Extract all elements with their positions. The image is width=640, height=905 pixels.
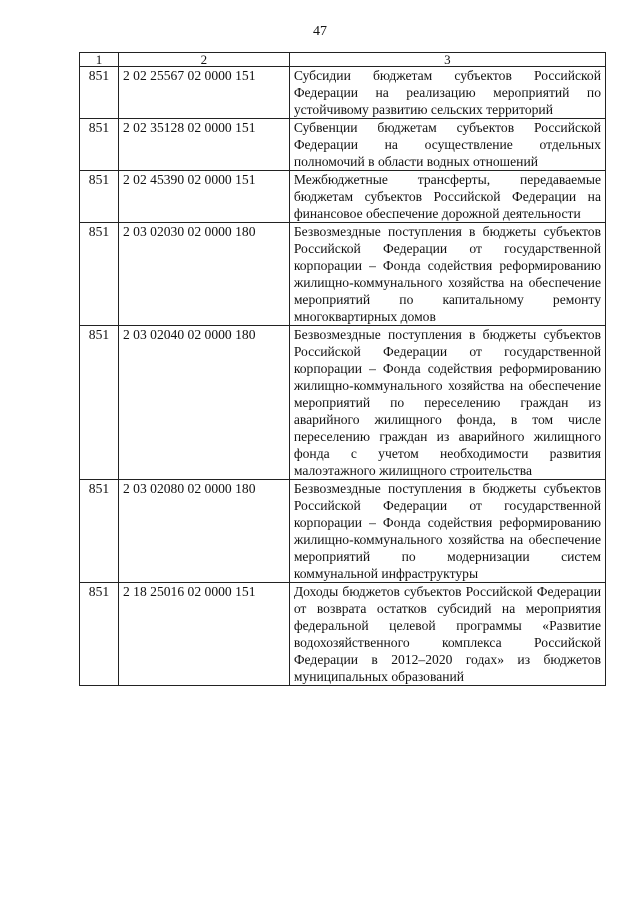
revenue-code-cell: 2 03 02080 02 0000 180	[118, 480, 289, 583]
description-cell: Субсидии бюджетам субъектов Российской Федерации на реализацию мероприятий по устойчивому развитию сельских территорий	[289, 67, 605, 119]
column-header-2: 2	[118, 53, 289, 67]
admin-code-cell: 851	[80, 67, 119, 119]
table-row	[80, 480, 606, 583]
revenue-code-cell: 2 02 35128 02 0000 151	[118, 119, 289, 171]
description-cell: Безвозмездные поступления в бюджеты субъектов Российской Федерации от государственной корпорации – Фонда содействия реформированию жилищно-коммунального хозяйства на обеспечение мероприятий по модернизации систем коммунальной инфраструктуры	[289, 480, 605, 583]
table-row	[80, 583, 606, 686]
description-cell: Доходы бюджетов субъектов Российской Федерации от возврата остатков субсидий на мероприятия федеральной целевой программы «Развитие водохозяйственного комплекса Российской Федерации в 2012–2020 годах» из бюджетов муниципальных образований	[289, 583, 605, 686]
table-row	[80, 171, 606, 223]
description-cell: Межбюджетные трансферты, передаваемые бюджетам субъектов Российской Федерации на финансовое обеспечение дорожной деятельности	[289, 171, 605, 223]
admin-code-cell: 851	[80, 171, 119, 223]
description-cell: Субвенции бюджетам субъектов Российской Федерации на осуществление отдельных полномочий в области водных отношений	[289, 119, 605, 171]
table-header-row	[80, 53, 606, 67]
description-cell: Безвозмездные поступления в бюджеты субъектов Российской Федерации от государственной корпорации – Фонда содействия реформированию жилищно-коммунального хозяйства на обеспечение мероприятий по капитальному ремонту многоквартирных домов	[289, 223, 605, 326]
revenue-code-cell: 2 03 02040 02 0000 180	[118, 326, 289, 480]
column-header-3: 3	[289, 53, 605, 67]
admin-code-cell: 851	[80, 583, 119, 686]
revenue-code-cell: 2 03 02030 02 0000 180	[118, 223, 289, 326]
budget-revenue-table	[79, 52, 606, 686]
table-row	[80, 119, 606, 171]
table-row	[80, 326, 606, 480]
column-header-1: 1	[80, 53, 119, 67]
admin-code-cell: 851	[80, 119, 119, 171]
admin-code-cell: 851	[80, 326, 119, 480]
revenue-code-cell: 2 02 45390 02 0000 151	[118, 171, 289, 223]
revenue-code-cell: 2 18 25016 02 0000 151	[118, 583, 289, 686]
revenue-code-cell: 2 02 25567 02 0000 151	[118, 67, 289, 119]
description-cell: Безвозмездные поступления в бюджеты субъектов Российской Федерации от государственной корпорации – Фонда содействия реформированию жилищно-коммунального хозяйства на обеспечение мероприятий по переселению граждан из аварийного жилищного фонда, в том числе переселению граждан из аварийного жилищного фонда с учетом необходимости развития малоэтажного жилищного строительства	[289, 326, 605, 480]
table-row	[80, 223, 606, 326]
admin-code-cell: 851	[80, 223, 119, 326]
table-row	[80, 67, 606, 119]
admin-code-cell: 851	[80, 480, 119, 583]
page-number: 47	[313, 24, 327, 39]
